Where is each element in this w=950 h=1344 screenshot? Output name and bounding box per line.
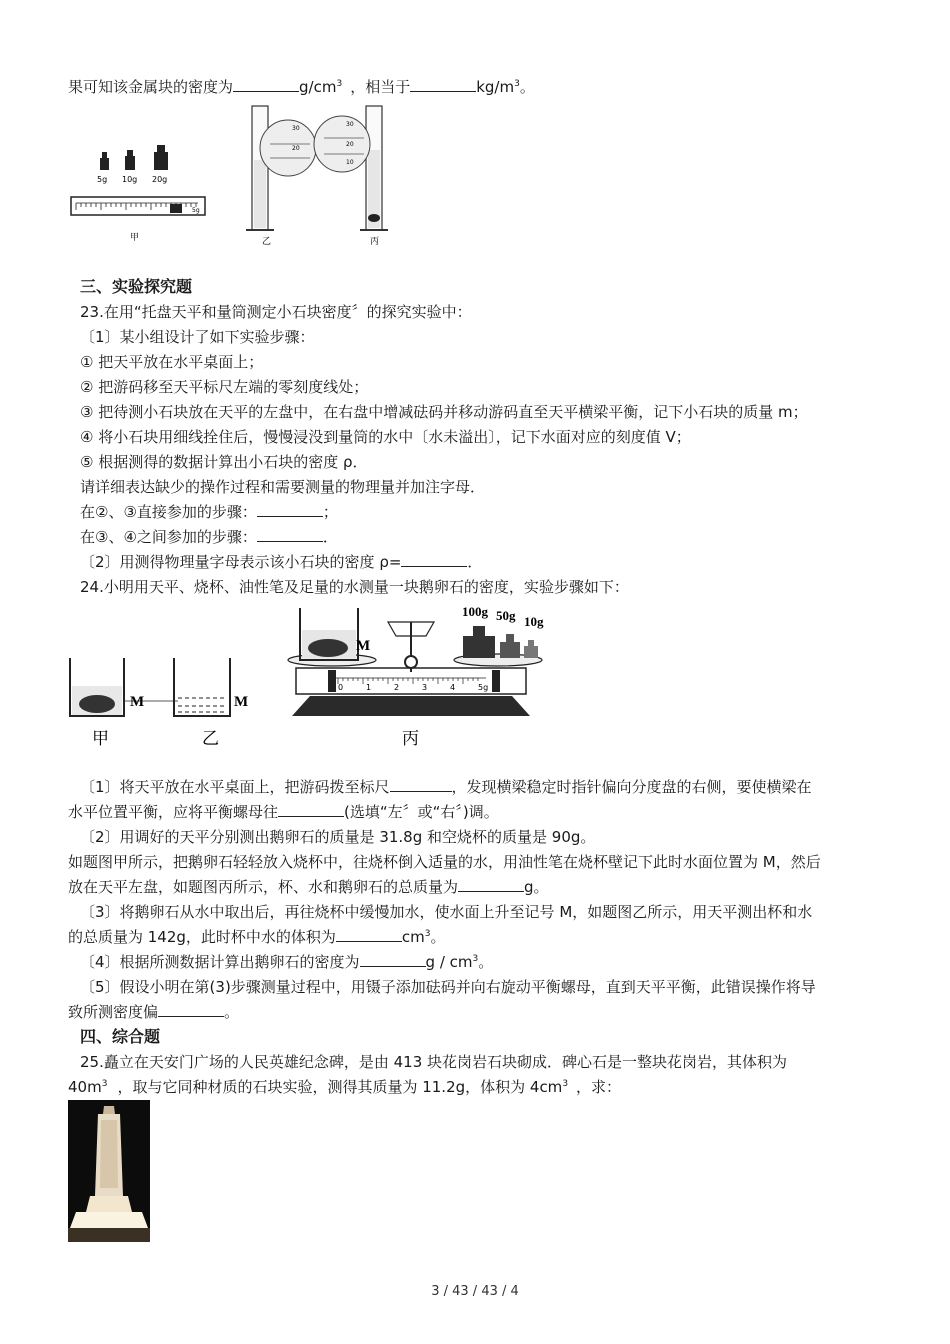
caption-bing: 丙 <box>402 729 419 749</box>
answer-blank[interactable] <box>458 877 524 892</box>
question-text: 〔1〕某小组设计了如下实验步骤： <box>80 328 315 346</box>
question-text: 〔3〕将鹅卵石从水中取出后，再往烧杯中缓慢加水，使水面上升至记号 M，如题图乙所示，用天平测出杯和水 <box>80 903 813 921</box>
weight-20g <box>154 145 168 170</box>
answer-blank[interactable] <box>278 802 344 817</box>
text: g。 <box>524 878 549 896</box>
unit: g/cm <box>299 78 337 96</box>
step-1: ① 把天平放在水平桌面上； <box>80 353 264 371</box>
superscript: 3 <box>514 79 520 89</box>
section-title: 四、综合题 <box>80 1027 161 1046</box>
answer-blank[interactable] <box>257 502 323 517</box>
weight-label: 5g <box>97 175 108 184</box>
question-text <box>68 1001 239 1023</box>
text: 〔1〕将天平放在水平桌面上，把游码拨至标尺 <box>80 778 390 796</box>
step-5: ⑤ 根据测得的数据计算出小石块的密度 ρ． <box>80 453 368 471</box>
text: 。 <box>430 928 446 946</box>
text: 水平位置平衡，应将平衡螺母往 <box>68 803 279 821</box>
beaker-yi <box>174 658 230 716</box>
caption-jia: 甲 <box>130 233 140 243</box>
text: ； <box>322 503 338 521</box>
question-text <box>68 801 499 823</box>
beaker-jia <box>70 658 178 716</box>
balance <box>288 608 542 716</box>
answer-blank[interactable] <box>158 1002 224 1017</box>
text: 。 <box>224 1003 240 1021</box>
text: 40m <box>68 1078 102 1096</box>
question-text: 〔5〕假设小明在第(3)步骤测量过程中，用镊子添加砝码并向右旋动平衡螺母，直到天平平衡，此错误操作将导 <box>80 978 816 996</box>
text: 致所测密度偏 <box>68 1003 159 1021</box>
step-2: ② 把游码移至天平标尺左端的零刻度线处； <box>80 378 369 396</box>
text: ，发现横梁稳定时指针偏向分度盘的右侧，要使横梁在 <box>451 778 812 796</box>
text: 在③、④之间参加的步骤： <box>80 528 257 546</box>
mark-m: M <box>356 638 371 654</box>
balance-scale-label: 5g <box>478 683 489 692</box>
caption-jia: 甲 <box>92 729 109 749</box>
weight-label: 100g <box>462 604 488 619</box>
question-24-stem: 24.小明用天平、烧杯、油性笔及足量的水测量一块鹅卵石的密度，实验步骤如下： <box>80 578 629 596</box>
balance-scale-label: 3 <box>422 683 428 692</box>
superscript: 3 <box>472 954 479 964</box>
unit: g / cm <box>425 953 473 971</box>
cylinder-tick: 30 <box>346 121 354 128</box>
question-text: 请详细表达缺少的操作过程和需要测量的物理量并加注字母． <box>80 478 486 496</box>
answer-blank[interactable] <box>336 927 402 942</box>
mark-m: M <box>130 694 145 710</box>
balance-scale-label: 4 <box>450 683 456 692</box>
caption-bing: 丙 <box>370 237 380 247</box>
weight-10g <box>125 150 135 170</box>
question-text: 〔2〕用调好的天平分别测出鹅卵石的质量是 31.8g 和空烧杯的质量是 90g。 <box>80 828 596 846</box>
monument-photo <box>68 1100 150 1242</box>
weight-label: 10g <box>122 175 138 184</box>
question-text <box>68 876 549 898</box>
text: ． <box>322 528 338 546</box>
text: ． <box>467 553 483 571</box>
text: 。 <box>478 953 494 971</box>
text: 〔2〕用测得物理量字母表示该小石块的密度 ρ= <box>80 553 402 571</box>
question-text <box>68 926 446 948</box>
step-4: ④ 将小石块用细线拴住后，慢慢浸没到量筒的水中〔水未溢出〕，记下水面对应的刻度值 V； <box>80 428 691 446</box>
answer-blank[interactable] <box>233 77 299 92</box>
caption-yi: 乙 <box>262 237 272 247</box>
question-23-stem: 23.在用“托盘天平和量筒测定小石块密度〞的探究实验中： <box>80 303 472 321</box>
top-line <box>68 76 535 98</box>
text: 放在天平左盘，如题图丙所示，杯、水和鹅卵石的总质量为 <box>68 878 459 896</box>
answer-blank[interactable] <box>257 527 323 542</box>
answer-blank[interactable] <box>401 552 467 567</box>
superscript: 3 <box>336 79 343 89</box>
text: (选填“左〞或“右〞)调。 <box>344 803 499 821</box>
weight-label: 20g <box>152 175 168 184</box>
mark-m: M <box>234 694 249 710</box>
question-text <box>80 951 493 973</box>
text: 。 <box>519 78 535 96</box>
cylinder-tick: 10 <box>346 159 354 166</box>
answer-line <box>80 551 482 573</box>
page-footer: 3 / 43 / 43 / 4 <box>431 1284 519 1299</box>
text: 的总质量为 142g，此时杯中水的体积为 <box>68 928 336 946</box>
superscript: 3 <box>424 929 431 939</box>
cylinder-tick: 20 <box>292 145 300 152</box>
answer-line <box>80 526 338 548</box>
step-3: ③ 把待测小石块放在天平的左盘中，在右盘中增减砝码并移动游码直至天平横梁平衡，记下小石块的质量 m； <box>80 403 808 421</box>
text: 在②、③直接参加的步骤： <box>80 503 257 521</box>
text: ，相当于 <box>350 78 411 96</box>
question-text <box>80 776 812 798</box>
balance-scale-label: 0 <box>338 683 344 692</box>
balance-scale-label: 1 <box>366 683 372 692</box>
figure-beakers-balance <box>66 600 552 752</box>
answer-blank[interactable] <box>410 77 476 92</box>
cylinder-tick: 30 <box>292 125 300 132</box>
ruler-label: 5g <box>192 207 200 214</box>
question-text <box>68 1076 621 1098</box>
weight-label: 10g <box>524 614 544 629</box>
figure-weights-cylinders <box>66 100 406 250</box>
text: 果可知该金属块的密度为 <box>68 78 234 96</box>
unit: cm <box>401 928 425 946</box>
cylinder-tick: 20 <box>346 141 354 148</box>
weight-5g <box>100 152 109 170</box>
balance-scale-label: 2 <box>394 683 400 692</box>
cylinder-yi <box>246 106 316 230</box>
answer-line <box>80 501 338 523</box>
question-text: 如题图甲所示，把鹅卵石轻轻放入烧杯中，往烧杯倒入适量的水，用油性笔在烧杯壁记下此时水面位置为 M，然后 <box>68 853 821 871</box>
weight-label: 50g <box>496 608 516 623</box>
text: ，取与它同种材质的石块实验，测得其质量为 11.2g，体积为 4cm <box>117 1078 563 1096</box>
answer-blank[interactable] <box>390 777 452 792</box>
superscript: 3 <box>101 1079 108 1089</box>
caption-yi: 乙 <box>202 729 219 749</box>
unit: kg/m <box>476 78 515 96</box>
text: ，求： <box>576 1078 622 1096</box>
text: 〔4〕根据所测数据计算出鹅卵石的密度为 <box>80 953 360 971</box>
superscript: 3 <box>562 1079 569 1089</box>
question-25-stem: 25.矗立在天安门广场的人民英雄纪念碑，是由 413 块花岗岩石块砌成．碑心石是一整块花岗岩，其体积为 <box>80 1053 788 1071</box>
section-title: 三、实验探究题 <box>80 277 193 296</box>
answer-blank[interactable] <box>360 952 426 967</box>
